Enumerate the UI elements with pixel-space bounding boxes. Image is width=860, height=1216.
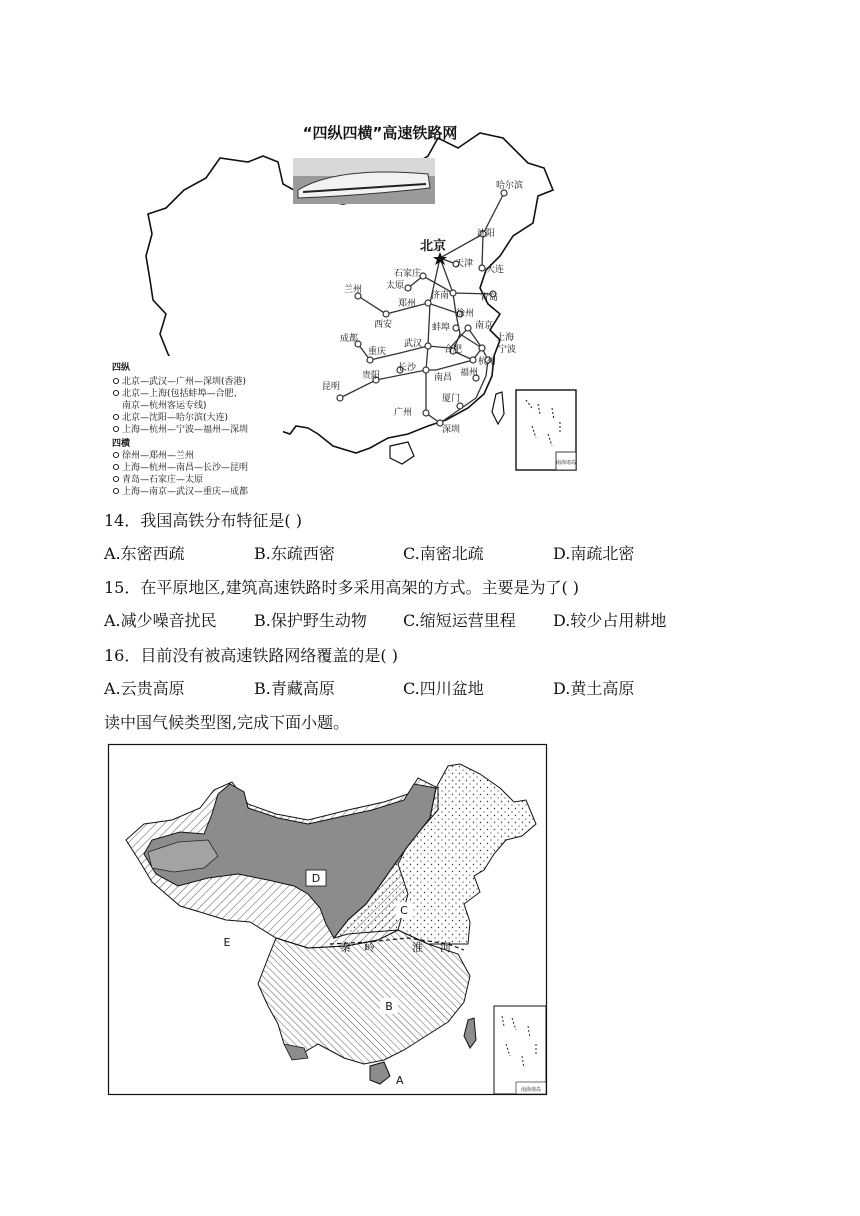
inset-label: 南海诸岛 xyxy=(555,460,577,466)
city-label: 蚌埠 xyxy=(432,323,451,333)
option-d[interactable]: D.黄土高原 xyxy=(553,679,635,698)
city-label: 南京 xyxy=(475,321,494,331)
city-label: 天津 xyxy=(455,259,474,269)
legend-zong-title: 四纵 xyxy=(112,363,131,373)
legend-item: 南京—杭州客运专线) xyxy=(122,401,207,411)
map1-title: “四纵四横”高速铁路网 xyxy=(302,124,458,142)
label-e: E xyxy=(223,936,231,949)
city-label: 厦门 xyxy=(442,394,461,404)
city-label: 贵阳 xyxy=(362,371,381,381)
legend xyxy=(108,356,283,497)
high-speed-rail-map xyxy=(108,108,577,498)
city-label: 徐州 xyxy=(456,309,475,319)
city-label: 宁波 xyxy=(498,345,517,355)
city-label: 大连 xyxy=(486,265,505,275)
option-b[interactable]: B.东疏西密 xyxy=(254,544,335,563)
city-label: 福州 xyxy=(460,368,479,378)
legend-item: 北京—沈阳—哈尔滨(大连) xyxy=(122,413,229,423)
city-label: 杭州 xyxy=(478,357,497,367)
city-label: 武汉 xyxy=(404,339,423,349)
south-china-sea-inset xyxy=(516,390,576,470)
option-c[interactable]: C.四川盆地 xyxy=(403,679,484,698)
city-label: 上海 xyxy=(496,333,515,343)
option-b[interactable]: B.青藏高原 xyxy=(254,679,335,698)
climate-map-intro: 读中国气候类型图,完成下面小题。 xyxy=(104,713,350,732)
city-label: 广州 xyxy=(394,408,413,418)
rail-map-svg xyxy=(108,108,577,498)
city-label: 哈尔滨 xyxy=(496,181,524,191)
question-15-options xyxy=(104,608,704,628)
city-label: 西安 xyxy=(374,320,393,330)
label-ling: 岭 xyxy=(364,941,375,954)
city-label: 沈阳 xyxy=(477,229,496,239)
city-label: 兰州 xyxy=(344,285,363,295)
climate-map-svg xyxy=(108,744,550,1096)
legend-item: 北京—上海(包括蚌埠—合肥、 xyxy=(122,389,243,399)
taiwan-island xyxy=(492,392,504,424)
south-china-sea-inset xyxy=(494,1006,546,1094)
legend-item: 徐州—郑州—兰州 xyxy=(122,451,195,461)
city-label: 石家庄 xyxy=(394,269,422,279)
legend-item: 北京—武汉—广州—深圳(香港) xyxy=(122,377,247,387)
city-label: 济南 xyxy=(431,291,450,301)
question-16: 16．目前没有被高速铁路网络覆盖的是( ) xyxy=(104,646,398,665)
city-label: 合肥 xyxy=(444,345,463,355)
question-14-options xyxy=(104,541,704,561)
legend-heng-title: 四横 xyxy=(112,439,131,449)
label-b: B xyxy=(385,1000,393,1013)
city-label: 深圳 xyxy=(442,425,461,435)
question-15: 15．在平原地区,建筑高速铁路时多采用高架的方式。主要是为了( ) xyxy=(104,578,580,597)
question-14: 14．我国高铁分布特征是( ) xyxy=(104,511,302,530)
hainan-island xyxy=(390,442,414,464)
option-a[interactable]: A.云贵高原 xyxy=(104,679,185,698)
city-label: 青岛 xyxy=(480,293,499,303)
option-b[interactable]: B.保护野生动物 xyxy=(254,611,367,630)
city-label: 太原 xyxy=(386,281,405,291)
label-qin: 秦 xyxy=(340,941,351,954)
option-d[interactable]: D.南疏北密 xyxy=(553,544,635,563)
city-label: 长沙 xyxy=(398,363,417,373)
train-photo xyxy=(293,158,435,204)
label-huai: 淮 xyxy=(412,941,423,954)
inset-label: 南海诸岛 xyxy=(520,1087,542,1093)
label-d: D xyxy=(311,872,321,885)
climate-type-map xyxy=(108,744,550,1096)
label-c: C xyxy=(400,904,408,917)
legend-item: 上海—杭州—南昌—长沙—昆明 xyxy=(122,463,249,473)
option-a[interactable]: A.减少噪音扰民 xyxy=(104,611,217,630)
question-16-options xyxy=(104,676,704,696)
city-label: 南昌 xyxy=(434,373,453,383)
city-label: 郑州 xyxy=(398,299,417,309)
legend-item: 上海—南京—武汉—重庆—成都 xyxy=(122,487,249,497)
option-a[interactable]: A.东密西疏 xyxy=(104,544,185,563)
option-c[interactable]: C.缩短运营里程 xyxy=(403,611,516,630)
city-label: 重庆 xyxy=(368,347,387,357)
label-he: 河 xyxy=(440,941,451,954)
option-c[interactable]: C.南密北疏 xyxy=(403,544,484,563)
legend-item: 上海—杭州—宁波—福州—深圳 xyxy=(122,425,249,435)
city-label: 昆明 xyxy=(322,382,341,392)
legend-item: 青岛—石家庄—太原 xyxy=(122,475,204,485)
option-d[interactable]: D.较少占用耕地 xyxy=(553,611,667,630)
city-label: 成都 xyxy=(340,334,359,344)
capital-label: 北京 xyxy=(420,239,447,254)
label-a: A xyxy=(396,1074,404,1087)
